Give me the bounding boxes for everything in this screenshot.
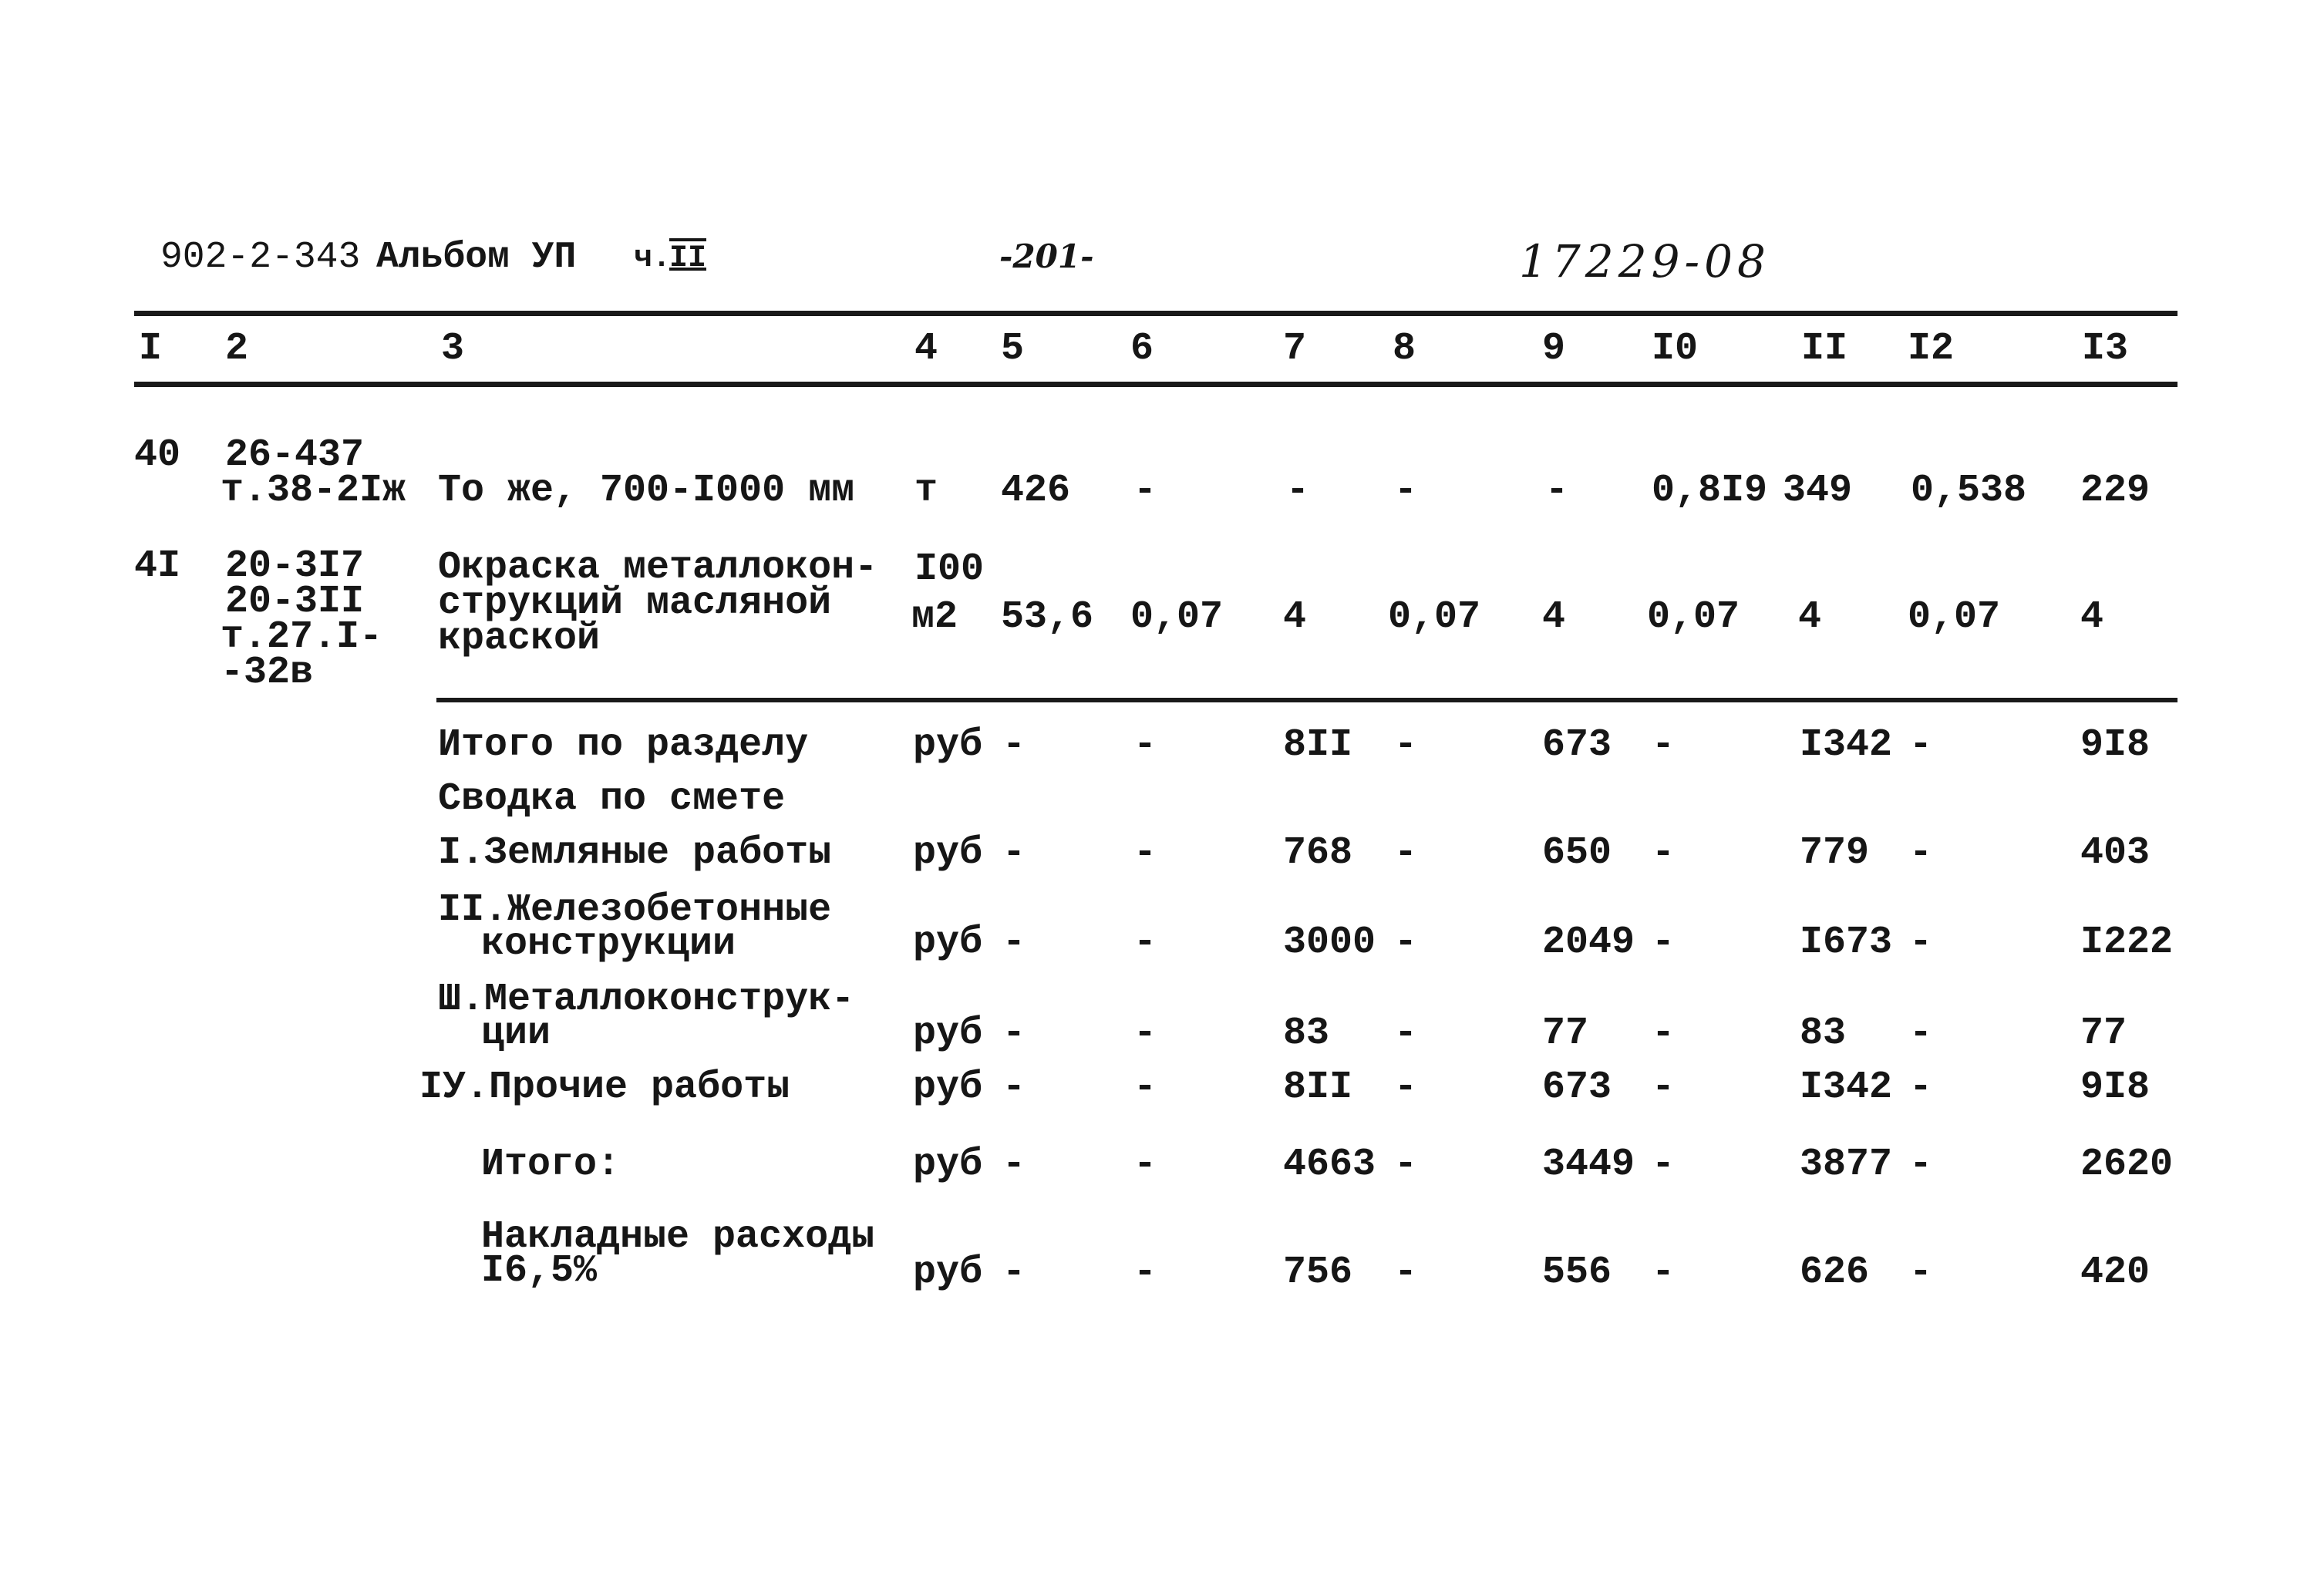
cell: -: [1133, 1143, 1157, 1187]
work-description: струкций масляной: [438, 581, 832, 625]
cell: -: [1652, 723, 1676, 767]
table-header-rule: [134, 382, 2177, 387]
unit: руб: [913, 1066, 983, 1109]
cell: 673: [1542, 723, 1612, 767]
cell: -: [1002, 921, 1026, 965]
row-number: 4I: [134, 544, 181, 588]
row-number: 40: [134, 433, 181, 477]
cell: 0,07: [1388, 595, 1481, 639]
cell: 3449: [1542, 1143, 1635, 1187]
row-label: Ш.Металлоконструк-: [438, 978, 855, 1022]
cell: -: [1133, 1012, 1157, 1056]
cell: -: [1133, 1066, 1157, 1109]
unit: руб: [913, 921, 983, 965]
cell: -: [1286, 469, 1310, 513]
cell: 3877: [1800, 1143, 1893, 1187]
cell: 0,07: [1908, 595, 2001, 639]
unit: руб: [913, 831, 983, 875]
unit: руб: [913, 1251, 983, 1295]
column-number: 8: [1393, 327, 1416, 371]
norm-code: т.38-2Iж: [221, 469, 406, 513]
work-description: краской: [438, 617, 601, 661]
cell: -: [1909, 723, 1933, 767]
cell: 8II: [1283, 1066, 1353, 1109]
cell: 2049: [1542, 921, 1635, 965]
cell: -: [1002, 831, 1026, 875]
table-top-rule: [134, 311, 2177, 316]
cell: 0,07: [1130, 595, 1224, 639]
column-number: 6: [1130, 327, 1154, 371]
cell: 8II: [1283, 723, 1353, 767]
cell: 3000: [1283, 921, 1376, 965]
unit: м2: [911, 595, 958, 639]
cell: -: [1133, 831, 1157, 875]
unit: I00: [914, 547, 985, 591]
cell: -: [1394, 1066, 1418, 1109]
cell: -: [1394, 831, 1418, 875]
estimate-summary-title: Сводка по смете: [438, 777, 786, 821]
row-label: ции: [481, 1012, 551, 1056]
cell: -: [1394, 1251, 1418, 1295]
unit: руб: [913, 723, 983, 767]
cell: I342: [1800, 1066, 1893, 1109]
part-number: II: [669, 241, 707, 276]
cell: 83: [1800, 1012, 1847, 1056]
cell: 53,6: [1001, 595, 1094, 639]
cell: I342: [1800, 723, 1893, 767]
cell: 779: [1800, 831, 1870, 875]
cell: 426: [1001, 469, 1071, 513]
cell: -: [1002, 1012, 1026, 1056]
cell: 4: [1542, 595, 1566, 639]
cell: -: [1002, 1066, 1026, 1109]
norm-code: 20-3II: [225, 580, 365, 624]
cell: 83: [1283, 1012, 1330, 1056]
column-number: 9: [1542, 327, 1566, 371]
cell: -: [1002, 1251, 1026, 1295]
cell: -: [1652, 921, 1676, 965]
cell: 349: [1783, 469, 1853, 513]
cell: -: [1652, 831, 1676, 875]
cell: -: [1133, 469, 1157, 513]
row-label: I.Земляные работы: [438, 831, 832, 875]
cell: 4663: [1283, 1143, 1376, 1187]
row-label: Итого:: [481, 1143, 621, 1187]
cell: -: [1652, 1012, 1676, 1056]
cell: -: [1133, 921, 1157, 965]
cell: 0,07: [1647, 595, 1740, 639]
cell: -: [1652, 1251, 1676, 1295]
column-number: 2: [225, 327, 249, 371]
cell: 650: [1542, 831, 1612, 875]
cell: 4: [1798, 595, 1822, 639]
cell: -: [1652, 1143, 1676, 1187]
cell: -: [1909, 831, 1933, 875]
cell: I222: [2080, 921, 2174, 965]
cell: 77: [1542, 1012, 1589, 1056]
cell: 229: [2080, 469, 2151, 513]
column-number: 3: [441, 327, 465, 371]
column-number: II: [1801, 327, 1848, 371]
part-label: ч.: [634, 241, 672, 276]
cell: 0,538: [1911, 469, 2027, 513]
work-description: Окраска металлокон-: [438, 546, 878, 590]
cell: 4: [2080, 595, 2104, 639]
column-number: 7: [1283, 327, 1307, 371]
cell: 556: [1542, 1251, 1612, 1295]
column-number: 4: [914, 327, 938, 371]
cell: -: [1394, 1012, 1418, 1056]
norm-code: -32в: [221, 651, 314, 695]
cell: -: [1545, 469, 1569, 513]
cell: 756: [1283, 1251, 1353, 1295]
unit: руб: [913, 1143, 983, 1187]
unit: т: [914, 469, 938, 513]
cell: 2620: [2080, 1143, 2174, 1187]
cell: -: [1652, 1066, 1676, 1109]
row-label: Итого по разделу: [438, 723, 809, 767]
unit: руб: [913, 1012, 983, 1056]
row-label: Накладные расходы: [481, 1215, 875, 1259]
handwritten-code: 17229-08: [1519, 235, 1770, 288]
cell: I673: [1800, 921, 1893, 965]
cell: -: [1909, 921, 1933, 965]
cell: 420: [2080, 1251, 2151, 1295]
row-label: I6,5%: [481, 1249, 598, 1293]
cell: -: [1002, 723, 1026, 767]
cell: -: [1394, 469, 1418, 513]
cell: 673: [1542, 1066, 1612, 1109]
cell: 77: [2080, 1012, 2127, 1056]
page-number: -201-: [999, 237, 1094, 275]
cell: -: [1909, 1012, 1933, 1056]
norm-code: т.27.I-: [221, 615, 383, 659]
cell: -: [1394, 723, 1418, 767]
norm-code: 26-437: [225, 433, 365, 477]
cell: 626: [1800, 1251, 1870, 1295]
column-number: I2: [1908, 327, 1955, 371]
row-label: конструкции: [481, 922, 736, 966]
cell: 9I8: [2080, 1066, 2151, 1109]
cell: -: [1133, 1251, 1157, 1295]
column-number: I3: [2082, 327, 2129, 371]
cell: -: [1909, 1251, 1933, 1295]
column-number: I: [139, 327, 163, 371]
cell: -: [1909, 1143, 1933, 1187]
row-label: II.Железобетонные: [438, 888, 832, 932]
cell: -: [1394, 1143, 1418, 1187]
norm-code: 20-3I7: [225, 544, 365, 588]
work-description: То же, 700-I000 мм: [438, 469, 855, 513]
column-number: I0: [1652, 327, 1699, 371]
cell: 4: [1283, 595, 1307, 639]
cell: 9I8: [2080, 723, 2151, 767]
cell: -: [1394, 921, 1418, 965]
cell: 0,8I9: [1652, 469, 1768, 513]
cell: -: [1909, 1066, 1933, 1109]
cell: -: [1133, 723, 1157, 767]
cell: 403: [2080, 831, 2151, 875]
cell: 768: [1283, 831, 1353, 875]
cell: -: [1002, 1143, 1026, 1187]
document-code: 902-2-343: [160, 237, 361, 278]
section-total-rule: [436, 698, 2177, 702]
column-number: 5: [1001, 327, 1025, 371]
row-label: IУ.Прочие работы: [419, 1066, 790, 1109]
album-label: Альбом УП: [376, 237, 577, 278]
